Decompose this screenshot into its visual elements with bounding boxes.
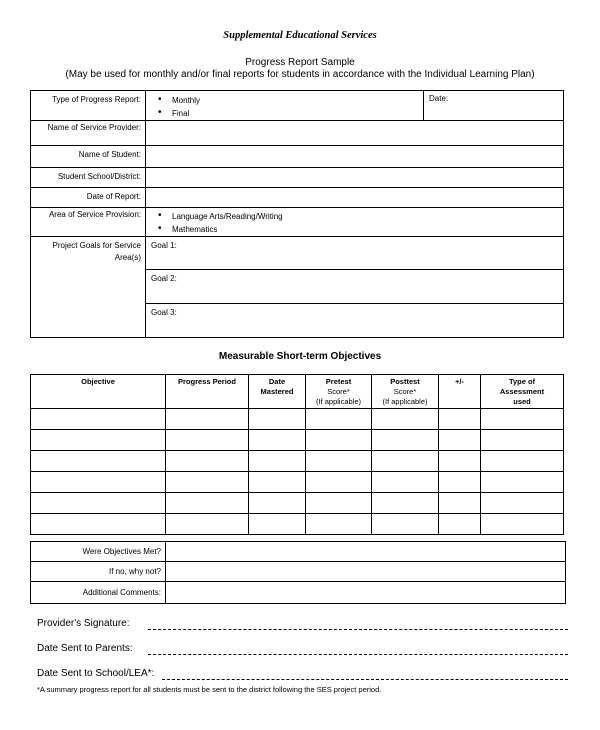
col-date-mastered-line1: Date [268,377,286,386]
provider-signature-label: Provider's Signature: [37,618,130,629]
goal-1-field[interactable]: Goal 1: [146,237,564,270]
col-pretest-line1: Pretest [325,377,352,386]
col-assessment-line3: used [513,397,531,406]
table-cell[interactable] [439,409,481,430]
table-cell[interactable] [439,493,481,514]
table-cell[interactable] [439,430,481,451]
col-plus-minus: +/- [439,375,481,409]
why-field[interactable] [166,562,566,582]
type-label: Type of Progress Report: [31,91,146,121]
table-cell[interactable] [439,451,481,472]
table-cell[interactable] [372,472,439,493]
goals-label: Project Goals for Service Area(s) [31,237,146,338]
parents-date-label: Date Sent to Parents: [37,643,133,654]
col-assessment [481,375,564,409]
table-cell[interactable] [481,472,564,493]
school-field[interactable] [146,168,564,188]
col-assessment-line1: Type of [508,377,536,386]
met-label: Were Objectives Met? [31,542,166,562]
table-row [31,430,564,451]
col-posttest [372,375,439,409]
table-cell[interactable] [306,430,372,451]
student-label: Name of Student: [31,146,146,168]
report-date-label: Date of Report: [31,188,146,208]
comments-label: Additional Comments: [31,582,166,604]
provider-label: Name of Service Provider: [31,121,146,146]
school-date-line[interactable] [162,679,568,680]
table-cell[interactable] [249,493,306,514]
form-subtitle: Progress Report Sample [245,57,355,68]
col-posttest-line3: (If applicable) [382,397,428,406]
col-pretest [306,375,372,409]
provider-field[interactable] [146,121,564,146]
option-language-arts[interactable]: • Language Arts/Reading/Writing [158,210,563,223]
area-label: Area of Service Provision: [31,208,146,237]
objectives-table [30,374,564,535]
table-cell[interactable] [249,514,306,535]
col-pretest-line3: (If applicable) [315,397,362,406]
objectives-title: Measurable Short-term Objectives [218,351,382,362]
col-date-mastered [249,375,306,409]
col-assessment-line2: Assessment [499,387,545,396]
table-cell[interactable] [439,514,481,535]
date-label: Date: [429,94,449,103]
table-cell[interactable] [31,493,166,514]
table-cell[interactable] [306,514,372,535]
table-row [31,409,564,430]
table-cell[interactable] [166,514,249,535]
goal-2-field[interactable]: Goal 2: [146,270,564,304]
table-cell[interactable] [249,409,306,430]
area-options[interactable] [146,208,564,237]
col-date-mastered-line2: Mastered [260,387,294,396]
table-cell[interactable] [372,493,439,514]
table-cell[interactable] [249,451,306,472]
report-date-field[interactable] [146,188,564,208]
table-row [31,493,564,514]
table-cell[interactable] [166,493,249,514]
info-table [30,90,564,338]
table-cell[interactable] [306,409,372,430]
type-options[interactable] [146,91,424,121]
table-cell[interactable] [439,472,481,493]
table-cell[interactable] [481,493,564,514]
table-cell[interactable] [31,430,166,451]
table-cell[interactable] [249,472,306,493]
col-pretest-line2: Score* [327,387,350,396]
table-row [31,472,564,493]
why-label: If no, why not? [31,562,166,582]
review-table [30,541,566,604]
table-cell[interactable] [249,430,306,451]
col-posttest-line2: Score* [393,387,417,396]
school-date-label: Date Sent to School/LEA*: [37,668,155,679]
table-cell[interactable] [481,451,564,472]
table-row [31,451,564,472]
table-cell[interactable] [481,514,564,535]
table-cell[interactable] [372,430,439,451]
table-cell[interactable] [306,493,372,514]
table-cell[interactable] [306,472,372,493]
table-cell[interactable] [31,472,166,493]
col-posttest-line1: Posttest [390,377,420,386]
col-progress-period: Progress Period [166,375,249,409]
table-cell[interactable] [166,451,249,472]
option-final[interactable]: • Final [158,107,423,120]
table-cell[interactable] [372,514,439,535]
provider-signature-line[interactable] [148,629,568,630]
footnote: *A summary progress report for all students must be sent to the district following the SES project period. [37,685,382,694]
col-objective: Objective [31,375,166,409]
comments-field[interactable] [166,582,566,604]
table-row [31,514,564,535]
table-cell[interactable] [166,430,249,451]
table-cell[interactable] [31,514,166,535]
form-title: Supplemental Educational Services [223,30,377,41]
option-monthly[interactable]: • Monthly [158,94,423,107]
student-field[interactable] [146,146,564,168]
table-cell[interactable] [166,409,249,430]
goal-3-field[interactable]: Goal 3: [146,304,564,338]
table-cell[interactable] [372,409,439,430]
date-field[interactable] [424,91,564,121]
table-cell[interactable] [31,451,166,472]
option-mathematics[interactable]: • Mathematics [158,223,563,236]
met-field[interactable] [166,542,566,562]
table-cell[interactable] [481,409,564,430]
table-cell[interactable] [481,430,564,451]
school-label: Student School/District: [31,168,146,188]
table-cell[interactable] [31,409,166,430]
parents-date-line[interactable] [148,654,568,655]
table-cell[interactable] [372,451,439,472]
form-note: (May be used for monthly and/or final reports for students in accordance with the Individual Learning Plan) [65,69,535,80]
table-cell[interactable] [306,451,372,472]
table-cell[interactable] [166,472,249,493]
